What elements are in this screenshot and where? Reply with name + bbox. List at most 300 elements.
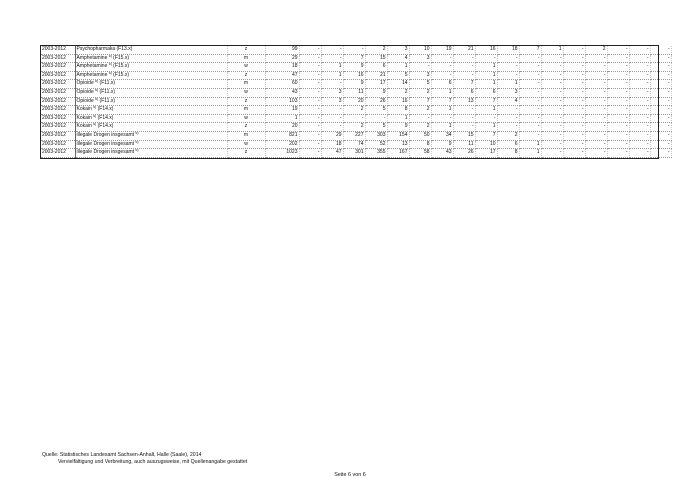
substance-cell: [75, 88, 227, 97]
value-cell: 11: [453, 140, 475, 149]
value-cell: -: [343, 114, 365, 123]
sex-cell: m: [227, 80, 265, 89]
sex-cell: w: [227, 114, 265, 123]
value-cell: -: [585, 80, 607, 89]
value-cell: 1: [519, 149, 541, 158]
value-cell: 17: [365, 80, 387, 89]
value-cell: 4: [497, 97, 519, 106]
value-cell: 6: [475, 88, 497, 97]
value-cell: -: [541, 88, 563, 97]
total-cell: 18: [265, 63, 299, 72]
table-row: [41, 63, 671, 72]
value-cell: 26: [365, 97, 387, 106]
value-cell: -: [563, 54, 585, 63]
value-cell: 6: [453, 88, 475, 97]
value-cell: 227: [343, 131, 365, 140]
value-cell: 21: [365, 71, 387, 80]
value-cell: -: [519, 80, 541, 89]
footnote-marker: 6): [93, 105, 97, 110]
value-cell: 303: [365, 131, 387, 140]
footnote-marker: 6): [135, 131, 139, 135]
total-cell: 60: [265, 80, 299, 89]
value-cell: 58: [409, 149, 431, 158]
value-cell: -: [453, 123, 475, 132]
value-cell: -: [519, 71, 541, 80]
substance-cell: [75, 149, 227, 158]
value-cell: -: [585, 88, 607, 97]
value-cell: -: [431, 114, 453, 123]
period-cell: 2003-2012: [41, 88, 75, 97]
value-cell: -: [541, 123, 563, 132]
footnote-marker: 6): [95, 97, 99, 101]
value-cell: -: [650, 149, 671, 158]
value-cell: -: [650, 46, 671, 54]
table-row: [41, 106, 671, 115]
value-cell: 3: [321, 88, 343, 97]
value-cell: -: [299, 140, 321, 149]
value-cell: 1: [519, 140, 541, 149]
value-cell: 18: [497, 46, 519, 54]
value-cell: -: [541, 114, 563, 123]
footnote-marker: 6): [108, 54, 112, 58]
value-cell: 2: [409, 106, 431, 115]
value-cell: -: [629, 114, 650, 123]
value-cell: -: [497, 114, 519, 123]
value-cell: 6: [365, 63, 387, 72]
value-cell: -: [299, 131, 321, 140]
value-cell: 9: [365, 88, 387, 97]
value-cell: 26: [453, 149, 475, 158]
value-cell: -: [563, 46, 585, 54]
value-cell: 15: [453, 131, 475, 140]
value-cell: -: [607, 80, 629, 89]
value-cell: -: [321, 54, 343, 63]
value-cell: -: [629, 46, 650, 54]
value-cell: 43: [431, 149, 453, 158]
substance-cell: [75, 106, 227, 115]
total-cell: 20: [265, 123, 299, 132]
value-cell: 8: [497, 149, 519, 158]
value-cell: -: [585, 131, 607, 140]
table-row: [41, 131, 671, 140]
value-cell: -: [321, 80, 343, 89]
value-cell: -: [607, 123, 629, 132]
value-cell: -: [497, 123, 519, 132]
value-cell: -: [650, 123, 671, 132]
table-row: [41, 54, 671, 63]
sex-cell: w: [227, 88, 265, 97]
value-cell: -: [650, 131, 671, 140]
value-cell: -: [299, 46, 321, 54]
substance-name: Amphetamine: [76, 54, 108, 61]
value-cell: -: [650, 88, 671, 97]
value-cell: -: [519, 63, 541, 72]
value-cell: 13: [387, 140, 409, 149]
value-cell: 167: [387, 149, 409, 158]
value-cell: -: [299, 97, 321, 106]
source-line-1: Quelle: Statistisches Landesamt Sachsen-Anhalt, Halle (Saale), 2014: [42, 452, 202, 458]
value-cell: -: [585, 63, 607, 72]
substance-name: Amphetamine: [76, 71, 108, 78]
substance-name: Psychopharmaka (F13.x): [76, 46, 133, 52]
value-cell: 74: [343, 140, 365, 149]
value-cell: -: [650, 114, 671, 123]
value-cell: -: [563, 140, 585, 149]
footnote-marker: 6): [93, 114, 97, 118]
value-cell: 3: [387, 46, 409, 54]
value-cell: -: [497, 54, 519, 63]
value-cell: -: [563, 106, 585, 115]
value-cell: 14: [387, 80, 409, 89]
value-cell: 1: [475, 71, 497, 80]
period-cell: 2003-2012: [41, 140, 75, 149]
value-cell: 52: [365, 140, 387, 149]
value-cell: -: [541, 71, 563, 80]
value-cell: -: [541, 149, 563, 158]
value-cell: -: [519, 54, 541, 63]
total-cell: 99: [265, 46, 299, 54]
table-grid: [41, 46, 672, 158]
value-cell: 7: [343, 54, 365, 63]
value-cell: -: [541, 54, 563, 63]
value-cell: 9: [343, 63, 365, 72]
footnote-marker: 6): [135, 140, 139, 144]
value-cell: 2: [497, 131, 519, 140]
value-cell: -: [541, 63, 563, 72]
period-cell: 2003-2012: [41, 149, 75, 158]
value-cell: -: [563, 114, 585, 123]
value-cell: 1: [387, 63, 409, 72]
value-cell: -: [563, 71, 585, 80]
substance-name: Kokain: [76, 106, 92, 113]
substance-name: Opioide: [76, 97, 94, 104]
value-cell: 5: [365, 123, 387, 132]
value-cell: -: [541, 131, 563, 140]
value-cell: -: [607, 106, 629, 115]
period-cell: 2003-2012: [41, 106, 75, 115]
value-cell: 11: [343, 88, 365, 97]
substance-name: Amphetamine: [76, 63, 108, 70]
footnote-marker: 6): [95, 88, 99, 92]
sex-cell: m: [227, 54, 265, 63]
value-cell: -: [475, 54, 497, 63]
substance-cell: [75, 71, 227, 80]
table-row: [41, 97, 671, 106]
footnote-marker: 6): [95, 79, 99, 84]
value-cell: 6: [431, 80, 453, 89]
value-cell: -: [585, 149, 607, 158]
value-cell: -: [541, 140, 563, 149]
period-cell: 2003-2012: [41, 54, 75, 63]
icd-code: (F15.x): [113, 54, 129, 61]
footnote-marker: 6): [93, 122, 97, 127]
icd-code: (F14.x): [97, 106, 114, 113]
value-cell: 1: [541, 46, 563, 54]
value-cell: 2: [343, 106, 365, 115]
value-cell: 301: [343, 149, 365, 158]
substance-name: Kokain: [76, 123, 92, 130]
value-cell: -: [629, 80, 650, 89]
value-cell: -: [563, 123, 585, 132]
value-cell: -: [563, 97, 585, 106]
value-cell: -: [629, 97, 650, 106]
total-cell: 19: [265, 106, 299, 115]
value-cell: -: [299, 54, 321, 63]
value-cell: -: [299, 123, 321, 132]
source-line-2: Vervielfältigung und Verbreitung, auch auszugsweise, mit Quellenangabe gestattet: [58, 459, 248, 465]
value-cell: -: [607, 140, 629, 149]
value-cell: 1: [431, 88, 453, 97]
value-cell: 17: [475, 149, 497, 158]
value-cell: 1: [431, 106, 453, 115]
value-cell: 7: [409, 97, 431, 106]
value-cell: 1: [321, 63, 343, 72]
total-cell: 47: [265, 71, 299, 80]
sex-cell: z: [227, 71, 265, 80]
table-row: [41, 114, 671, 123]
value-cell: -: [563, 88, 585, 97]
value-cell: -: [563, 80, 585, 89]
value-cell: -: [409, 114, 431, 123]
value-cell: 7: [475, 131, 497, 140]
source-note: [42, 452, 247, 466]
value-cell: 1: [387, 114, 409, 123]
sex-cell: w: [227, 63, 265, 72]
value-cell: -: [650, 63, 671, 72]
value-cell: 2: [343, 123, 365, 132]
sex-cell: z: [227, 97, 265, 106]
substance-name: Opioide: [76, 88, 94, 95]
value-cell: -: [585, 97, 607, 106]
period-cell: 2003-2012: [41, 114, 75, 123]
value-cell: 9: [343, 80, 365, 89]
icd-code: (F11.x): [99, 97, 115, 104]
value-cell: 3: [497, 88, 519, 97]
value-cell: 2: [365, 46, 387, 54]
value-cell: -: [563, 149, 585, 158]
period-cell: 2003-2012: [41, 71, 75, 80]
value-cell: 1: [497, 80, 519, 89]
value-cell: -: [365, 114, 387, 123]
sex-cell: z: [227, 123, 265, 132]
value-cell: 2: [409, 123, 431, 132]
value-cell: 16: [387, 97, 409, 106]
page-number: Seite 6 von 6: [334, 472, 366, 478]
value-cell: 5: [387, 71, 409, 80]
value-cell: -: [607, 71, 629, 80]
sex-cell: w: [227, 140, 265, 149]
value-cell: -: [299, 149, 321, 158]
value-cell: -: [519, 114, 541, 123]
total-cell: 103: [265, 97, 299, 106]
value-cell: -: [519, 131, 541, 140]
value-cell: -: [607, 88, 629, 97]
value-cell: -: [519, 88, 541, 97]
value-cell: 9: [387, 123, 409, 132]
value-cell: -: [650, 71, 671, 80]
value-cell: -: [541, 80, 563, 89]
value-cell: -: [607, 149, 629, 158]
period-cell: 2003-2012: [41, 46, 75, 54]
value-cell: 15: [365, 54, 387, 63]
value-cell: -: [650, 54, 671, 63]
value-cell: -: [299, 80, 321, 89]
table-row: [41, 88, 671, 97]
value-cell: 1: [475, 123, 497, 132]
value-cell: 355: [365, 149, 387, 158]
value-cell: 18: [321, 140, 343, 149]
value-cell: 1: [321, 71, 343, 80]
value-cell: -: [299, 71, 321, 80]
table-row: [41, 46, 671, 54]
value-cell: -: [497, 63, 519, 72]
value-cell: 29: [321, 131, 343, 140]
value-cell: -: [497, 106, 519, 115]
value-cell: -: [563, 131, 585, 140]
value-cell: -: [629, 71, 650, 80]
value-cell: 3: [409, 71, 431, 80]
value-cell: -: [299, 88, 321, 97]
value-cell: -: [453, 63, 475, 72]
substance-cell: [75, 46, 227, 54]
sex-cell: z: [227, 46, 265, 54]
value-cell: -: [585, 140, 607, 149]
value-cell: -: [585, 114, 607, 123]
substance-name: Opioide: [76, 80, 94, 87]
footnote-marker: 6): [108, 62, 112, 67]
value-cell: 10: [409, 46, 431, 54]
value-cell: 1: [475, 63, 497, 72]
total-cell: 1023: [265, 149, 299, 158]
value-cell: 154: [387, 131, 409, 140]
value-cell: 8: [387, 106, 409, 115]
value-cell: -: [431, 54, 453, 63]
table-row: [41, 140, 671, 149]
substance-cell: [75, 131, 227, 140]
substance-cell: [75, 54, 227, 63]
period-cell: 2003-2012: [41, 80, 75, 89]
substance-name: illegale Drogen insgesamt: [76, 131, 135, 138]
value-cell: -: [321, 123, 343, 132]
sex-cell: m: [227, 106, 265, 115]
period-cell: 2003-2012: [41, 97, 75, 106]
value-cell: 7: [519, 46, 541, 54]
value-cell: -: [629, 140, 650, 149]
value-cell: -: [629, 149, 650, 158]
value-cell: -: [541, 97, 563, 106]
value-cell: -: [629, 123, 650, 132]
table-row: [41, 80, 671, 89]
value-cell: 20: [343, 97, 365, 106]
period-cell: 2003-2012: [41, 131, 75, 140]
value-cell: -: [299, 114, 321, 123]
icd-code: (F11.x): [99, 88, 115, 95]
value-cell: 3: [321, 97, 343, 106]
value-cell: -: [343, 46, 365, 54]
substance-cell: [75, 97, 227, 106]
value-cell: -: [607, 46, 629, 54]
substance-name: Kokain: [76, 114, 92, 121]
value-cell: -: [475, 114, 497, 123]
value-cell: -: [629, 131, 650, 140]
substance-cell: [75, 140, 227, 149]
value-cell: -: [563, 63, 585, 72]
value-cell: -: [519, 97, 541, 106]
value-cell: 50: [409, 131, 431, 140]
period-cell: 2003-2012: [41, 63, 75, 72]
value-cell: -: [629, 63, 650, 72]
icd-code: (F14.x): [97, 123, 114, 130]
sex-cell: z: [227, 149, 265, 158]
value-cell: -: [519, 106, 541, 115]
value-cell: 9: [431, 140, 453, 149]
total-cell: 43: [265, 88, 299, 97]
table-body: [41, 46, 671, 157]
value-cell: -: [607, 131, 629, 140]
value-cell: -: [585, 54, 607, 63]
value-cell: -: [321, 46, 343, 54]
value-cell: 19: [431, 46, 453, 54]
value-cell: -: [607, 114, 629, 123]
value-cell: -: [650, 80, 671, 89]
value-cell: 1: [475, 106, 497, 115]
total-cell: 1: [265, 114, 299, 123]
value-cell: 47: [321, 149, 343, 158]
value-cell: -: [629, 88, 650, 97]
icd-code: (F14.x): [97, 114, 114, 121]
value-cell: -: [431, 63, 453, 72]
value-cell: -: [585, 71, 607, 80]
value-cell: -: [431, 71, 453, 80]
value-cell: 34: [431, 131, 453, 140]
period-cell: 2003-2012: [41, 123, 75, 132]
value-cell: -: [453, 106, 475, 115]
value-cell: -: [629, 54, 650, 63]
value-cell: 13: [453, 97, 475, 106]
value-cell: -: [453, 54, 475, 63]
value-cell: 5: [365, 106, 387, 115]
value-cell: 1: [475, 80, 497, 89]
total-cell: 29: [265, 54, 299, 63]
icd-code: (F15.x): [113, 63, 129, 70]
total-cell: 202: [265, 140, 299, 149]
substance-name: illegale Drogen insgesamt: [76, 149, 135, 156]
value-cell: -: [607, 97, 629, 106]
value-cell: 1: [431, 123, 453, 132]
value-cell: -: [541, 106, 563, 115]
icd-code: (F11.x): [99, 80, 115, 87]
table-row: [41, 149, 671, 158]
value-cell: 16: [475, 46, 497, 54]
footnote-marker: 6): [108, 71, 112, 75]
icd-code: (F15.x): [113, 71, 129, 78]
value-cell: -: [650, 140, 671, 149]
value-cell: -: [409, 63, 431, 72]
value-cell: 3: [409, 54, 431, 63]
value-cell: -: [299, 106, 321, 115]
table-row: [41, 71, 671, 80]
data-table: [40, 45, 670, 159]
value-cell: 2: [585, 46, 607, 54]
value-cell: -: [650, 106, 671, 115]
value-cell: -: [453, 71, 475, 80]
value-cell: 7: [475, 97, 497, 106]
value-cell: -: [607, 54, 629, 63]
value-cell: 7: [431, 97, 453, 106]
value-cell: -: [299, 63, 321, 72]
value-cell: 5: [409, 80, 431, 89]
value-cell: -: [321, 114, 343, 123]
